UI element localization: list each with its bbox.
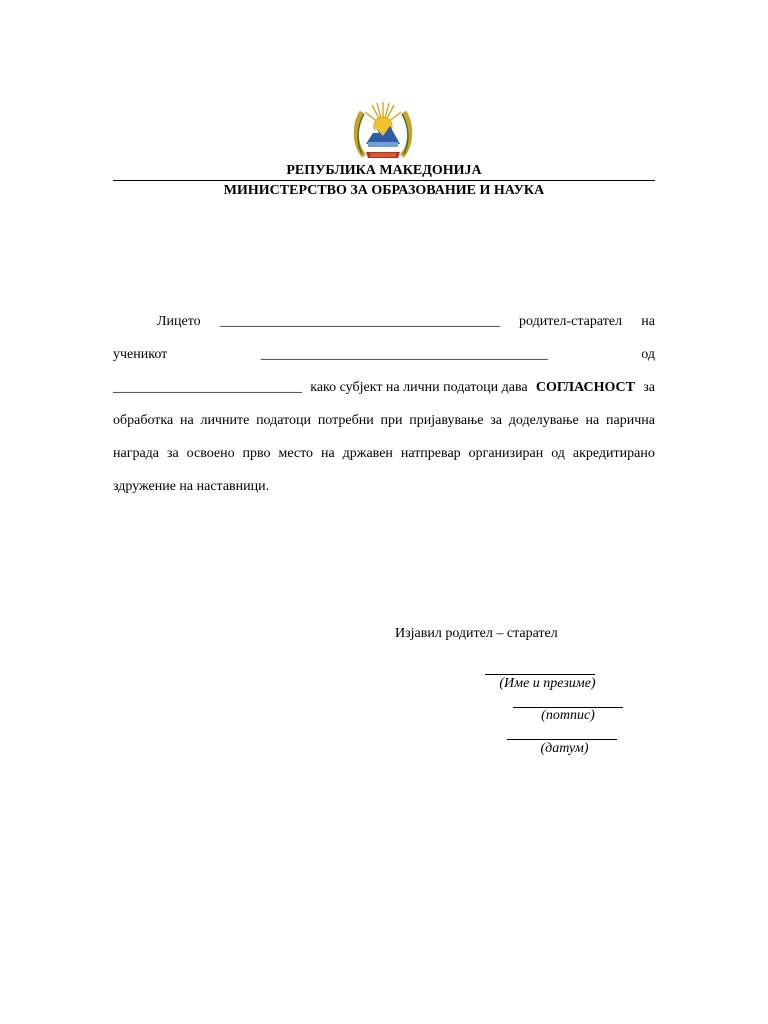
word: за: [166, 446, 179, 461]
word: обработка: [113, 413, 174, 428]
word: парична: [606, 413, 655, 428]
word: акредитирано: [572, 446, 655, 461]
name-blank-line: ________________________________________: [219, 314, 500, 329]
student-blank-line: _________________________________________: [260, 347, 548, 362]
word: ученикот: [113, 347, 168, 362]
date-caption: (датум): [540, 741, 589, 756]
signature-caption: (потпис): [541, 708, 595, 723]
word: прво: [242, 446, 271, 461]
word: личните: [200, 413, 250, 428]
date-line: [507, 739, 617, 740]
word: државен: [342, 446, 393, 461]
word: на: [179, 413, 194, 428]
word: родител-старател: [518, 314, 623, 329]
word: потребни: [317, 413, 374, 428]
word: на: [321, 446, 335, 461]
word: за: [643, 380, 655, 395]
signature-title: Изјавил родител – старател: [395, 626, 558, 641]
school-blank-line: ___________________________: [113, 380, 302, 395]
word: освоено: [186, 446, 235, 461]
paragraph-line-6: [113, 477, 655, 495]
word: на: [585, 413, 600, 428]
header-divider: [113, 180, 655, 181]
paragraph-line-1: [113, 312, 655, 330]
name-caption: (Име и презиме): [499, 676, 596, 691]
consent-keyword: СОГЛАСНОСТ: [535, 380, 635, 395]
word: место: [278, 446, 314, 461]
text-segment: здружение на наставници.: [113, 479, 270, 494]
word: податоци: [256, 413, 312, 428]
paragraph-line-2: [113, 345, 655, 363]
word: натпревар: [400, 446, 461, 461]
name-signature-line: [485, 674, 595, 675]
coat-of-arms-emblem: [352, 96, 414, 166]
paragraph-line-5: [113, 444, 655, 462]
country-heading: РЕПУБЛИКА МАКЕДОНИЈА: [286, 163, 482, 178]
word: на: [641, 314, 655, 329]
word: од: [551, 446, 565, 461]
word: организиран: [468, 446, 544, 461]
paragraph-line-4: [113, 411, 655, 429]
word: од: [641, 347, 655, 362]
word: при: [380, 413, 403, 428]
word: Лицето: [157, 314, 201, 329]
word: за: [490, 413, 502, 428]
text-segment: како субјект на лични податоци дава: [310, 380, 528, 395]
word: доделување: [508, 413, 579, 428]
paragraph-line-3: [113, 378, 655, 396]
ministry-heading: МИНИСТЕРСТВО ЗА ОБРАЗОВАНИЕ И НАУКА: [223, 183, 545, 198]
word: пријавување: [409, 413, 484, 428]
word: награда: [113, 446, 159, 461]
